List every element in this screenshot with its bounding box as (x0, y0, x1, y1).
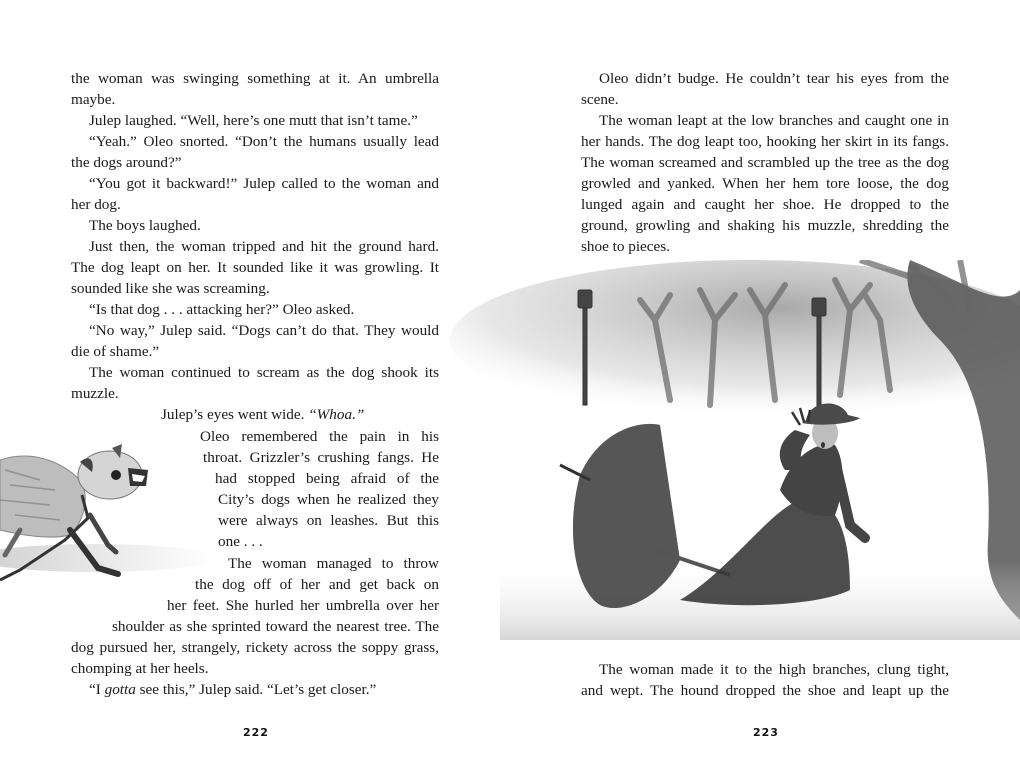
text-span: Julep’s eyes went wide. (161, 406, 305, 423)
page-number: 223 (753, 726, 779, 739)
text-line: Oleo didn’t budge. He couldn’t tear his eyes from the (599, 70, 949, 87)
text-line: ground, growling and shaking his muzzle, shredding the (581, 217, 949, 234)
text-line: her feet. She hurled her umbrella over her (167, 597, 439, 614)
text-line: the dogs around?” (71, 154, 182, 171)
text-line: City’s dogs when he realized they (218, 491, 439, 508)
text-line: “No way,” Julep said. “Dogs can’t do that. They would (89, 322, 439, 339)
text-line (89, 679, 439, 700)
text-line: shoulder as she sprinted toward the nearest tree. The (112, 618, 439, 635)
text-line: Julep laughed. “Well, here’s one mutt that isn’t tame.” (89, 112, 418, 129)
text-line: The boys laughed. (89, 217, 201, 234)
text-line: The woman screamed and scrambled up the tree as the dog (581, 154, 949, 171)
right-page (510, 0, 1020, 783)
text-line: The woman leapt at the low branches and caught one in (599, 112, 949, 129)
text-line: sounded like she was screaming. (71, 280, 270, 297)
text-line: the dog off of her and get back on (195, 576, 439, 593)
text-line: maybe. (71, 91, 116, 108)
park-scene-illustration (440, 260, 1020, 650)
text-line: Oleo remembered the pain in his (200, 428, 439, 445)
text-line: “Yeah.” Oleo snorted. “Don’t the humans usually lead (89, 133, 439, 150)
text-line: and wept. The hound dropped the shoe and leapt up the (581, 682, 949, 699)
text-line: the woman was swinging something at it. An umbrella (71, 70, 439, 87)
text-line: muzzle. (71, 385, 119, 402)
italic-span: “Whoa.” (308, 406, 365, 423)
text-line: “You got it backward!” Julep called to the woman and (89, 175, 439, 192)
text-line: die of shame.” (71, 343, 160, 360)
text-line: her hands. The dog leapt too, hooking her skirt in its fangs. (581, 133, 949, 150)
text-line: scene. (581, 91, 619, 108)
text-line: were always on leashes. But this (218, 512, 439, 529)
text-line: The woman managed to throw (228, 555, 439, 572)
page-number: 222 (243, 726, 269, 739)
text-line: lunged again and caught her shoe. He dropped to the (581, 196, 949, 213)
text-line: one . . . (218, 533, 263, 550)
text-line: had stopped being afraid of the (215, 470, 439, 487)
text-line: The woman made it to the high branches, clung tight, (599, 661, 949, 678)
text-line: The dog leapt on her. It sounded like it was growling. It (71, 259, 439, 276)
text-span: “I (89, 681, 105, 698)
dog-illustration (0, 440, 215, 585)
text-span: see this,” Julep said. “Let’s get closer.” (135, 681, 377, 698)
text-line: shoe to pieces. (581, 238, 670, 255)
text-line: “Is that dog . . . attacking her?” Oleo asked. (89, 301, 355, 318)
text-line: her dog. (71, 196, 121, 213)
text-line: chomping at her heels. (71, 660, 209, 677)
italic-span: gotta (104, 681, 136, 698)
text-line (161, 404, 439, 425)
text-line: Just then, the woman tripped and hit the ground hard. (89, 238, 439, 255)
text-line: growled and yanked. When her hem tore loose, the dog (581, 175, 949, 192)
text-line: dog pursued her, strangely, rickety across the soppy grass, (71, 639, 439, 656)
text-line: The woman continued to scream as the dog shook its (89, 364, 439, 381)
text-line: throat. Grizzler’s crushing fangs. He (203, 449, 439, 466)
